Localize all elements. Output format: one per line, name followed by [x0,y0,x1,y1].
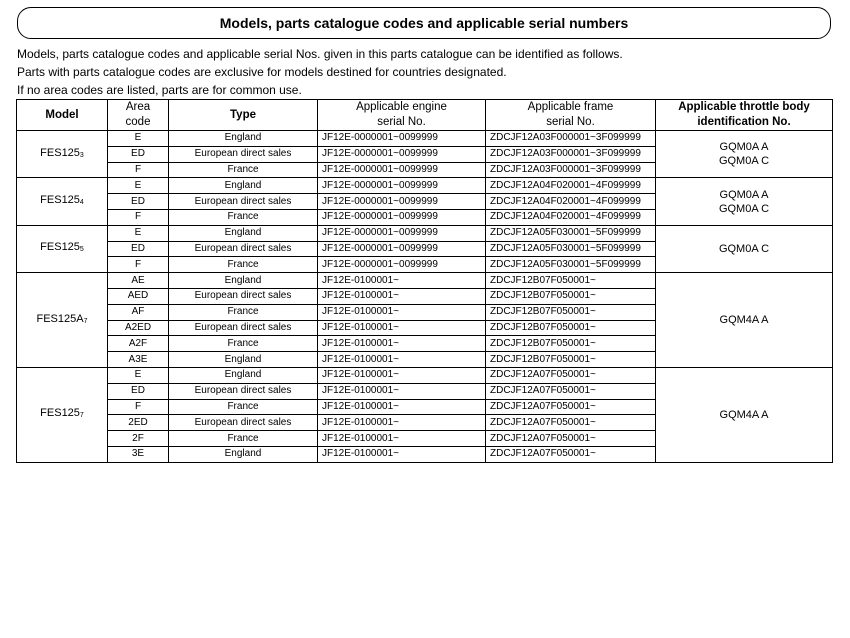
model-cell: $FES125A_7$ [17,273,108,368]
type-cell: England [169,446,318,462]
engine-serial-cell: JF12E-0000001~0099999 [318,162,486,178]
frame-serial-cell: ZDCJF12A03F000001~3F099999 [486,162,656,178]
type-cell: European direct sales [169,194,318,210]
type-cell: England [169,131,318,147]
frame-serial-cell: ZDCJF12A04F020001~4F099999 [486,194,656,210]
header-model: Model [17,100,108,131]
area-code-cell: ED [108,383,169,399]
engine-serial-cell: JF12E-0000001~0099999 [318,194,486,210]
frame-serial-cell: ZDCJF12B07F050001~ [486,336,656,352]
engine-serial-cell: JF12E-0000001~0099999 [318,178,486,194]
type-cell: European direct sales [169,146,318,162]
table-header-row [17,100,833,131]
engine-serial-cell: JF12E-0100001~ [318,399,486,415]
engine-serial-cell: JF12E-0000001~0099999 [318,146,486,162]
table-body [17,131,833,463]
intro-line: Models, parts catalogue codes and applicable serial Nos. given in this parts catalogue can be identified as follows. [17,47,623,61]
engine-serial-cell: JF12E-0000001~0099999 [318,209,486,225]
area-code-cell: A3E [108,352,169,368]
type-cell: France [169,209,318,225]
area-code-cell: 2F [108,431,169,447]
table-row [17,131,833,147]
type-cell: France [169,304,318,320]
area-code-cell: E [108,131,169,147]
frame-serial-cell: ZDCJF12A04F020001~4F099999 [486,209,656,225]
intro-line: Parts with parts catalogue codes are exclusive for models destined for countries designated. [17,65,507,79]
area-code-cell: AF [108,304,169,320]
engine-serial-cell: JF12E-0100001~ [318,431,486,447]
table-row [17,178,833,194]
frame-serial-cell: ZDCJF12B07F050001~ [486,352,656,368]
type-cell: England [169,178,318,194]
model-cell: $FES125_7$ [17,367,108,462]
type-cell: England [169,352,318,368]
area-code-cell: E [108,178,169,194]
header-type: Type [169,100,318,131]
area-code-cell: ED [108,241,169,257]
frame-serial-cell: ZDCJF12A03F000001~3F099999 [486,131,656,147]
throttle-body-cell: GQM0A C [656,225,833,272]
header-area-code: Area code [108,100,169,131]
engine-serial-cell: JF12E-0100001~ [318,273,486,289]
throttle-body-cell: GQM4A A [656,367,833,462]
type-cell: European direct sales [169,288,318,304]
frame-serial-cell: ZDCJF12A04F020001~4F099999 [486,178,656,194]
type-cell: European direct sales [169,241,318,257]
area-code-cell: A2F [108,336,169,352]
type-cell: France [169,257,318,273]
catalogue-table [16,99,833,463]
frame-serial-cell: ZDCJF12A07F050001~ [486,399,656,415]
area-code-cell: 2ED [108,415,169,431]
engine-serial-cell: JF12E-0100001~ [318,415,486,431]
header-engine-serial: Applicable engine serial No. [318,100,486,131]
intro-line: If no area codes are listed, parts are for common use. [17,83,302,97]
type-cell: England [169,225,318,241]
type-cell: European direct sales [169,320,318,336]
throttle-body-cell: GQM0A A GQM0A C [656,178,833,225]
intro-text [17,45,623,99]
type-cell: England [169,273,318,289]
area-code-cell: AED [108,288,169,304]
area-code-cell: E [108,367,169,383]
frame-serial-cell: ZDCJF12A05F030001~5F099999 [486,225,656,241]
type-cell: France [169,162,318,178]
type-cell: England [169,367,318,383]
model-cell: $FES125_3$ [17,131,108,178]
engine-serial-cell: JF12E-0100001~ [318,367,486,383]
type-cell: France [169,399,318,415]
table-row [17,225,833,241]
area-code-cell: AE [108,273,169,289]
frame-serial-cell: ZDCJF12B07F050001~ [486,288,656,304]
engine-serial-cell: JF12E-0100001~ [318,383,486,399]
frame-serial-cell: ZDCJF12A05F030001~5F099999 [486,241,656,257]
area-code-cell: 3E [108,446,169,462]
header-throttle-body: Applicable throttle body identification No. [656,100,833,131]
engine-serial-cell: JF12E-0000001~0099999 [318,225,486,241]
frame-serial-cell: ZDCJF12A07F050001~ [486,415,656,431]
frame-serial-cell: ZDCJF12A05F030001~5F099999 [486,257,656,273]
area-code-cell: F [108,257,169,273]
area-code-cell: A2ED [108,320,169,336]
type-cell: European direct sales [169,415,318,431]
table-row [17,273,833,289]
area-code-cell: F [108,209,169,225]
type-cell: France [169,431,318,447]
area-code-cell: E [108,225,169,241]
type-cell: European direct sales [169,383,318,399]
area-code-cell: ED [108,194,169,210]
engine-serial-cell: JF12E-0100001~ [318,304,486,320]
area-code-cell: F [108,399,169,415]
engine-serial-cell: JF12E-0100001~ [318,352,486,368]
frame-serial-cell: ZDCJF12A07F050001~ [486,367,656,383]
model-cell: $FES125_5$ [17,225,108,272]
area-code-cell: ED [108,146,169,162]
page-title-text: Models, parts catalogue codes and applicable serial numbers [219,15,629,31]
header-frame-serial: Applicable frame serial No. [486,100,656,131]
engine-serial-cell: JF12E-0000001~0099999 [318,257,486,273]
frame-serial-cell: ZDCJF12A07F050001~ [486,431,656,447]
engine-serial-cell: JF12E-0100001~ [318,288,486,304]
engine-serial-cell: JF12E-0100001~ [318,336,486,352]
table-row [17,367,833,383]
type-cell: France [169,336,318,352]
frame-serial-cell: ZDCJF12A07F050001~ [486,383,656,399]
area-code-cell: F [108,162,169,178]
throttle-body-cell: GQM4A A [656,273,833,368]
throttle-body-cell: GQM0A A GQM0A C [656,131,833,178]
frame-serial-cell: ZDCJF12A03F000001~3F099999 [486,146,656,162]
engine-serial-cell: JF12E-0100001~ [318,320,486,336]
engine-serial-cell: JF12E-0000001~0099999 [318,131,486,147]
frame-serial-cell: ZDCJF12B07F050001~ [486,304,656,320]
engine-serial-cell: JF12E-0100001~ [318,446,486,462]
frame-serial-cell: ZDCJF12B07F050001~ [486,320,656,336]
engine-serial-cell: JF12E-0000001~0099999 [318,241,486,257]
model-cell: $FES125_4$ [17,178,108,225]
frame-serial-cell: ZDCJF12A07F050001~ [486,446,656,462]
frame-serial-cell: ZDCJF12B07F050001~ [486,273,656,289]
page-title [17,7,831,39]
